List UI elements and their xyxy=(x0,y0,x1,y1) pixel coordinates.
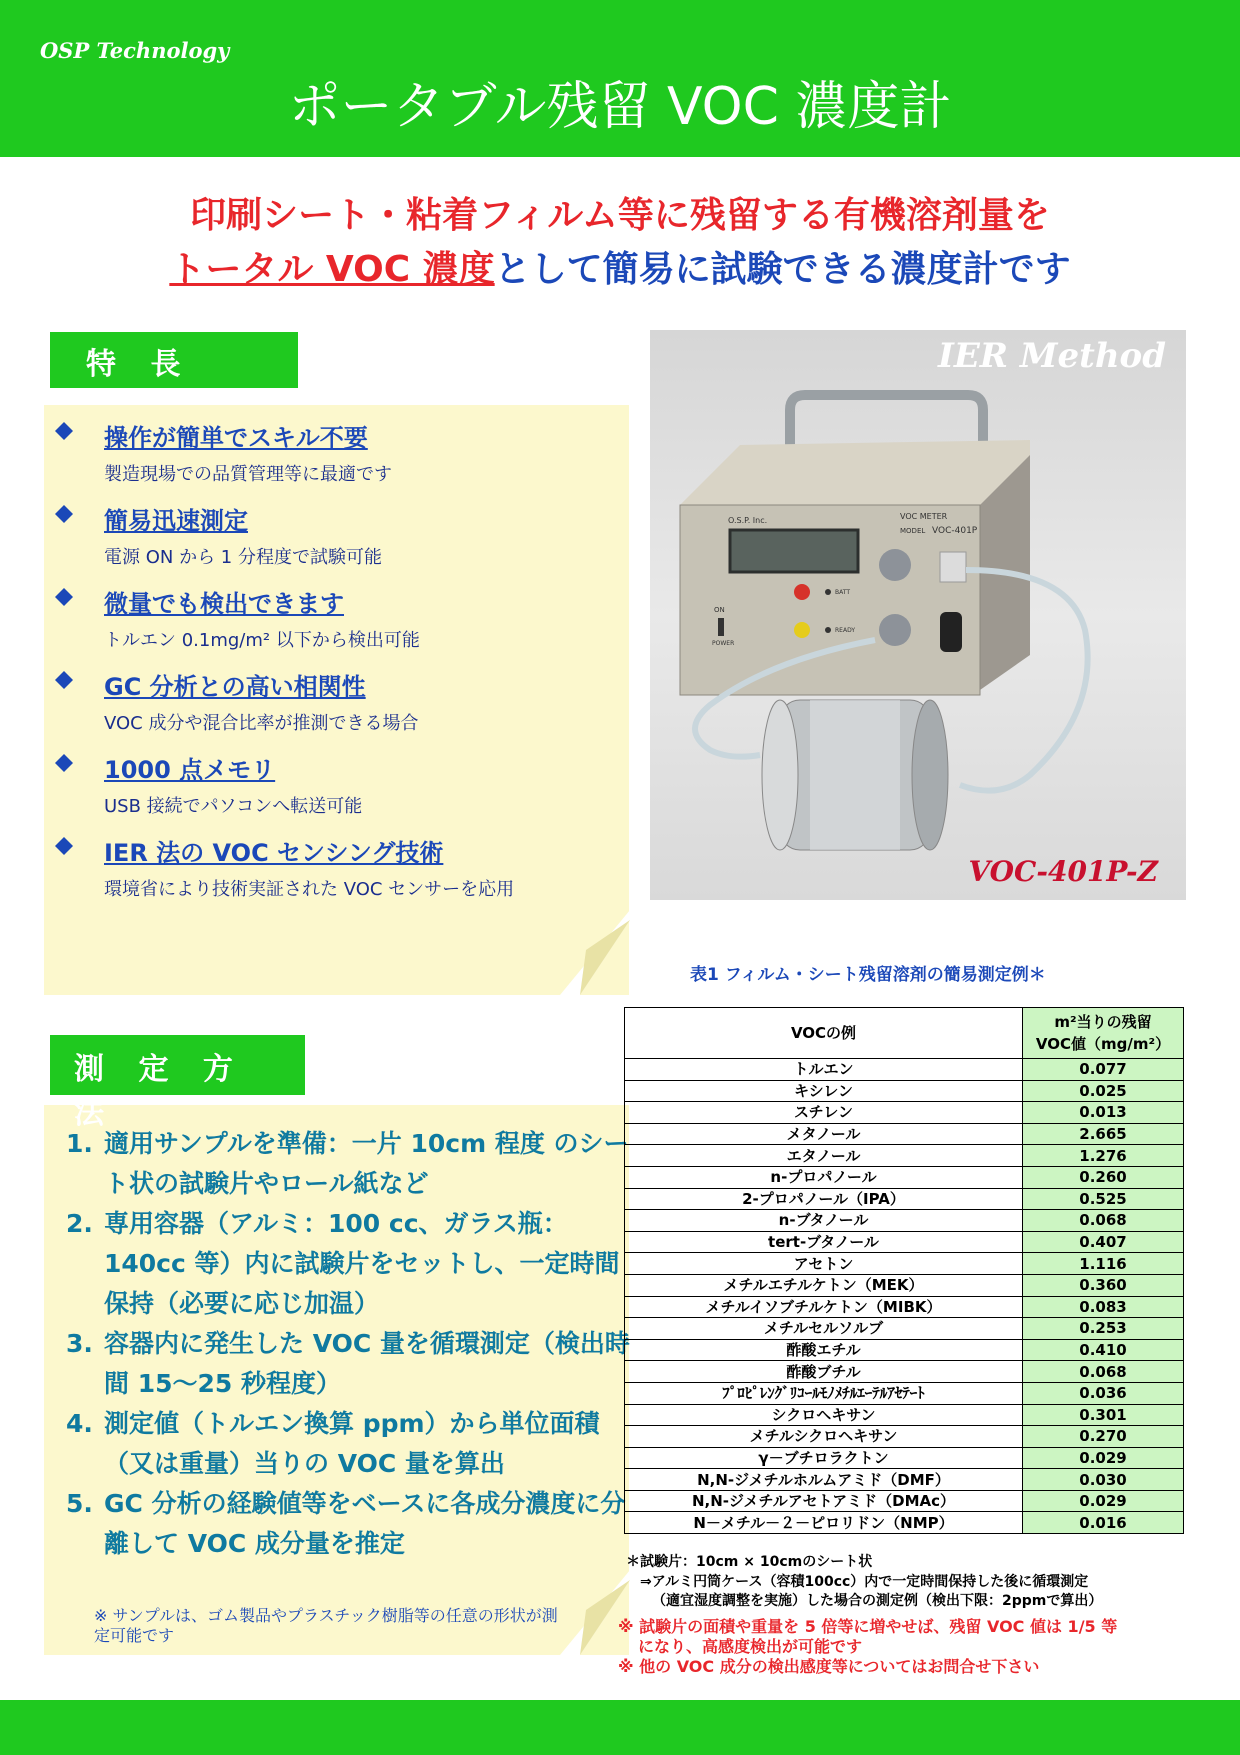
voc-name-cell: ﾌﾟﾛﾋﾟﾚﾝｸﾞﾘｺｰﾙﾓﾉﾒﾁﾙｴｰﾃﾙｱｾﾃｰﾄ xyxy=(625,1382,1023,1404)
table-row xyxy=(625,1059,1184,1081)
voc-value-cell: 0.013 xyxy=(1023,1102,1184,1124)
voc-value-cell: 0.525 xyxy=(1023,1188,1184,1210)
voc-name-cell: γ－ブチロラクトン xyxy=(625,1447,1023,1469)
table-row xyxy=(625,1382,1184,1404)
voc-name-cell: アセトン xyxy=(625,1253,1023,1275)
voc-value-cell: 0.407 xyxy=(1023,1231,1184,1253)
voc-value-cell: 0.030 xyxy=(1023,1469,1184,1491)
diamond-bullet-icon xyxy=(55,505,73,523)
method-step-text: GC 分析の経験値等をベースに各成分濃度に分離して VOC 成分量を推定 xyxy=(104,1489,626,1558)
diamond-bullet-icon xyxy=(55,588,73,606)
voc-value-cell: 0.029 xyxy=(1023,1447,1184,1469)
voc-value-cell: 1.276 xyxy=(1023,1145,1184,1167)
table-row xyxy=(625,1231,1184,1253)
method-note-text: ※ サンプルは、ゴム製品やプラスチック樹脂等の任意の形状が測定可能です xyxy=(94,1606,558,1645)
diamond-bullet-icon xyxy=(55,837,73,855)
footnote-3: （適宜湿度調整を実施）した場合の測定例（検出下限：2ppmで算出） xyxy=(652,1593,1103,1609)
voc-value-cell: 0.068 xyxy=(1023,1210,1184,1232)
voc-value-cell: 0.036 xyxy=(1023,1382,1184,1404)
table-col2-header-line1: m²当りの残留 xyxy=(1054,1013,1152,1031)
table-row xyxy=(625,1426,1184,1448)
switch-power-label: POWER xyxy=(712,640,735,647)
table-row xyxy=(625,1339,1184,1361)
voc-name-cell: n-プロパノール xyxy=(625,1166,1023,1188)
table-row xyxy=(625,1296,1184,1318)
voc-value-cell: 0.253 xyxy=(1023,1318,1184,1340)
method-heading: 測 定 方 法 xyxy=(74,1052,245,1131)
voc-name-cell: スチレン xyxy=(625,1102,1023,1124)
table-row xyxy=(625,1166,1184,1188)
features-heading: 特 長 xyxy=(86,347,193,382)
voc-name-cell: メタノール xyxy=(625,1123,1023,1145)
table-row xyxy=(625,1145,1184,1167)
voc-name-cell: N,N-ジメチルホルムアミド（DMF） xyxy=(625,1469,1023,1491)
feature-desc: 環境省により技術実証された VOC センサーを応用 xyxy=(104,879,515,900)
led-batt-label: BATT xyxy=(835,589,850,596)
voc-name-cell: メチルイソブチルケトン（MIBK） xyxy=(625,1296,1023,1318)
table-row xyxy=(625,1490,1184,1512)
voc-value-cell: 2.665 xyxy=(1023,1123,1184,1145)
voc-value-cell: 0.270 xyxy=(1023,1426,1184,1448)
voc-value-cell: 1.116 xyxy=(1023,1253,1184,1275)
panel-brand: O.S.P. Inc. xyxy=(728,516,768,525)
diamond-bullet-icon xyxy=(55,422,73,440)
header-bar xyxy=(0,0,1240,157)
switch-on-label: ON xyxy=(714,606,725,614)
voc-value-cell: 0.410 xyxy=(1023,1339,1184,1361)
panel-name: VOC METER xyxy=(900,512,948,521)
feature-desc: VOC 成分や混合比率が推測できる場合 xyxy=(104,713,419,734)
table-col2-header-line2: VOC値（mg/m²） xyxy=(1035,1035,1171,1053)
method-step-number: 4. xyxy=(66,1409,93,1438)
lead-line-2 xyxy=(0,244,1240,296)
feature-title: 操作が簡単でスキル不要 xyxy=(104,424,368,452)
table-body xyxy=(625,1059,1184,1534)
voc-value-cell: 0.077 xyxy=(1023,1059,1184,1081)
voc-table xyxy=(624,1007,1184,1534)
brand-name: OSP Technology xyxy=(40,38,230,63)
device-illustration xyxy=(650,330,1186,900)
method-step-text: 測定値（トルエン換算 ppm）から単位面積（又は重量）当りの VOC 量を算出 xyxy=(104,1409,600,1478)
voc-value-cell: 0.068 xyxy=(1023,1361,1184,1383)
table-row xyxy=(625,1102,1184,1124)
voc-name-cell: メチルエチルケトン（MEK） xyxy=(625,1274,1023,1296)
method-step-number: 5. xyxy=(66,1489,93,1518)
voc-name-cell: 酢酸エチル xyxy=(625,1339,1023,1361)
table-row xyxy=(625,1188,1184,1210)
table-header-row xyxy=(625,1008,1184,1059)
table-row xyxy=(625,1447,1184,1469)
table-row xyxy=(625,1274,1184,1296)
feature-desc: USB 接続でパソコンへ転送可能 xyxy=(104,796,363,817)
voc-name-cell: メチルセルソルブ xyxy=(625,1318,1023,1340)
voc-name-cell: n-ブタノール xyxy=(625,1210,1023,1232)
feature-title: GC 分析との高い相関性 xyxy=(104,673,366,701)
lead-highlight: トータル VOC 濃度 xyxy=(169,249,495,290)
features-note-curl xyxy=(560,910,630,995)
table-row xyxy=(625,1512,1184,1534)
voc-value-cell: 0.016 xyxy=(1023,1512,1184,1534)
method-heading-tab xyxy=(50,1035,305,1131)
voc-value-cell: 0.260 xyxy=(1023,1166,1184,1188)
table-row xyxy=(625,1253,1184,1275)
diamond-bullet-icon xyxy=(55,754,73,772)
voc-name-cell: エタノール xyxy=(625,1145,1023,1167)
voc-name-cell: N－メチル－２－ピロリドン（NMP） xyxy=(625,1512,1023,1534)
method-step-text: 容器内に発生した VOC 量を循環測定（検出時間 15〜25 秒程度） xyxy=(104,1329,630,1398)
feature-title: 微量でも検出できます xyxy=(104,590,344,618)
note-red-1-line2: になり、高感度検出が可能です xyxy=(638,1637,863,1656)
voc-name-cell: キシレン xyxy=(625,1080,1023,1102)
method-step-text: 専用容器（アルミ：100 cc、ガラス瓶：140cc 等）内に試験片をセットし、一定時間保持（必要に応じ加温） xyxy=(104,1209,620,1318)
footnote-1: ＊試験片：10cm × 10cmのシート状 xyxy=(626,1554,873,1570)
voc-value-cell: 0.025 xyxy=(1023,1080,1184,1102)
table-row xyxy=(625,1318,1184,1340)
lead-line-1: 印刷シート・粘着フィルム等に残留する有機溶剤量を xyxy=(190,195,1050,236)
feature-title: IER 法の VOC センシング技術 xyxy=(104,839,444,867)
voc-name-cell: メチルシクロヘキサン xyxy=(625,1426,1023,1448)
voc-name-cell: 酢酸ブチル xyxy=(625,1361,1023,1383)
panel-model: VOC-401P xyxy=(932,526,978,536)
table-caption: 表1 フィルム・シート残留溶剤の簡易測定例＊ xyxy=(690,965,1046,985)
table-row xyxy=(625,1361,1184,1383)
footnote-2: ⇒アルミ円筒ケース（容積100cc）内で一定時間保持した後に循環測定 xyxy=(640,1574,1089,1590)
feature-title: 1000 点メモリ xyxy=(104,756,276,784)
voc-name-cell: tert-ブタノール xyxy=(625,1231,1023,1253)
voc-name-cell: シクロヘキサン xyxy=(625,1404,1023,1426)
method-note-curl xyxy=(560,1570,630,1655)
method-step-number: 1. xyxy=(66,1129,93,1158)
note-red-2: ※ 他の VOC 成分の検出感度等についてはお問合せ下さい xyxy=(618,1657,1040,1676)
feature-desc: 製造現場での品質管理等に最適です xyxy=(104,464,392,485)
method-step-number: 2. xyxy=(66,1209,93,1238)
ier-method-label: IER Method xyxy=(937,336,1166,376)
voc-name-cell: トルエン xyxy=(625,1059,1023,1081)
panel-model-label: MODEL xyxy=(900,527,926,535)
voc-value-cell: 0.301 xyxy=(1023,1404,1184,1426)
table-row xyxy=(625,1469,1184,1491)
features-heading-tab xyxy=(50,332,298,388)
table-col2-header xyxy=(1023,1008,1184,1059)
table-row xyxy=(625,1404,1184,1426)
feature-title: 簡易迅速測定 xyxy=(104,507,248,535)
table-row xyxy=(625,1080,1184,1102)
method-step-text: 適用サンプルを準備：一片 10cm 程度 のシート状の試験片やロール紙など xyxy=(104,1129,629,1198)
lead-line-2-rest: として簡易に試験できる濃度計です xyxy=(494,249,1071,290)
note-red-1-line1: ※ 試験片の面積や重量を 5 倍等に増やせば、残留 VOC 値は 1/5 等 xyxy=(618,1617,1118,1636)
footer-bar xyxy=(0,1700,1240,1755)
feature-desc: 電源 ON から 1 分程度で試験可能 xyxy=(104,547,382,568)
voc-value-cell: 0.083 xyxy=(1023,1296,1184,1318)
diamond-bullet-icon xyxy=(55,671,73,689)
page-title: ポータブル残留 VOC 濃度計 xyxy=(288,77,952,137)
model-label: VOC-401P-Z xyxy=(968,855,1158,888)
feature-desc: トルエン 0.1mg/m² 以下から検出可能 xyxy=(104,630,420,651)
voc-value-cell: 0.360 xyxy=(1023,1274,1184,1296)
table-row xyxy=(625,1210,1184,1232)
table-row xyxy=(625,1123,1184,1145)
method-step-number: 3. xyxy=(66,1329,93,1358)
voc-name-cell: N,N-ジメチルアセトアミド（DMAc） xyxy=(625,1490,1023,1512)
voc-name-cell: 2-プロパノール（IPA） xyxy=(625,1188,1023,1210)
led-ready-label: READY xyxy=(835,627,856,634)
product-photo xyxy=(650,330,1186,900)
voc-value-cell: 0.029 xyxy=(1023,1490,1184,1512)
table-col1-header: VOCの例 xyxy=(625,1008,1023,1059)
